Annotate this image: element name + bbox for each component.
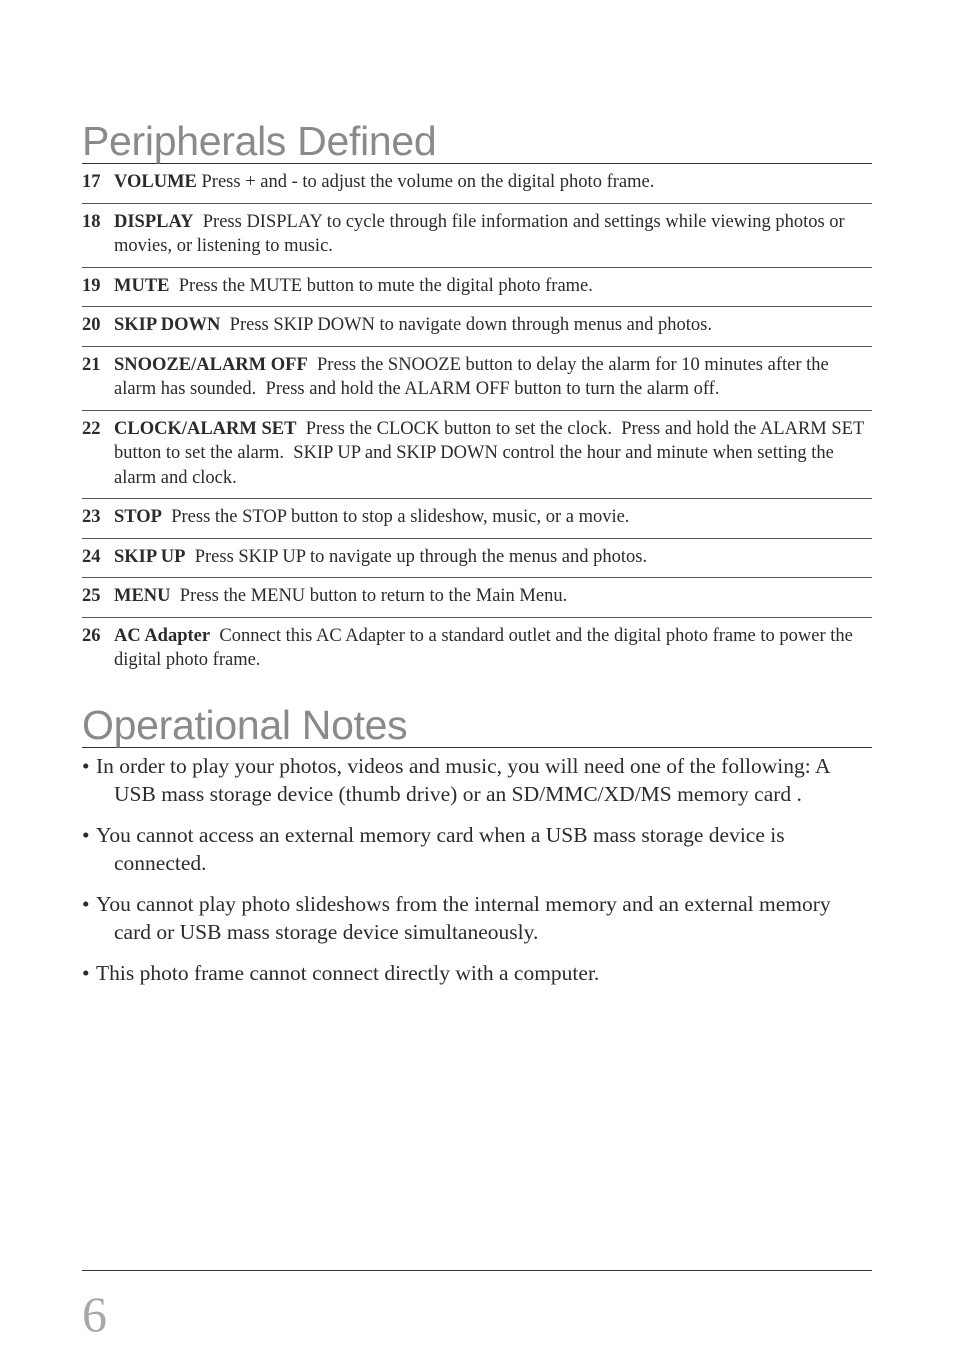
item-name: STOP — [114, 507, 162, 527]
peripheral-item-stop — [82, 499, 872, 539]
item-name: SKIP DOWN — [114, 315, 221, 335]
note-text: You cannot access an external memory card when a USB mass storage device is connected. — [96, 822, 785, 875]
item-number: 23 — [82, 507, 101, 527]
item-name: SNOOZE/ALARM OFF — [114, 354, 308, 375]
item-description: Press the STOP button to stop a slideshow, music, or a movie. — [161, 507, 630, 527]
item-number: 21 — [82, 354, 101, 375]
item-name: SKIP UP — [114, 546, 186, 567]
item-name: CLOCK/ALARM SET — [114, 418, 297, 439]
peripheral-item-ac-adapter — [82, 618, 872, 681]
item-number: 17 — [82, 172, 101, 192]
section-title-peripherals: Peripherals Defined — [82, 119, 872, 164]
bullet-icon: • — [82, 822, 90, 847]
note-item — [82, 890, 872, 946]
peripheral-item-display — [82, 204, 872, 268]
peripheral-item-skip-down — [82, 307, 872, 347]
item-number: 24 — [82, 546, 101, 567]
item-description: Connect this AC Adapter to a standard outlet and the digital photo frame to power the digital photo frame. — [114, 625, 858, 670]
item-name: AC Adapter — [114, 625, 211, 646]
item-description: Press the MENU button to return to the Main Menu. — [170, 586, 568, 606]
footer-divider — [82, 1270, 872, 1271]
peripheral-item-mute — [82, 268, 872, 308]
note-item — [82, 752, 872, 808]
bullet-icon: • — [82, 891, 90, 916]
item-number: 25 — [82, 586, 101, 606]
item-name: MUTE — [114, 275, 170, 296]
item-number: 22 — [82, 418, 101, 439]
peripheral-item-menu — [82, 578, 872, 618]
item-description: Press DISPLAY to cycle through file information and settings while viewing photos or movies, or listening to music. — [114, 211, 850, 256]
item-description: Press the MUTE button to mute the digital photo frame. — [169, 275, 593, 296]
item-description: Press SKIP DOWN to navigate down through menus and photos. — [220, 315, 712, 335]
item-description: Press the SNOOZE button to delay the alarm for 10 minutes after the alarm has sounded. Press and hold the ALARM OFF button to turn the alarm off. — [114, 354, 834, 399]
note-text: This photo frame cannot connect directly with a computer. — [96, 960, 600, 985]
bullet-icon: • — [82, 960, 90, 985]
item-description: Press the CLOCK button to set the clock. Press and hold the ALARM SET button to set the alarm. SKIP UP and SKIP DOWN control the hour and minute when setting the alarm and clock. — [114, 418, 869, 488]
note-item — [82, 959, 872, 987]
bullet-icon: • — [82, 753, 90, 778]
item-number: 26 — [82, 625, 101, 646]
item-name: VOLUME — [114, 172, 197, 192]
section-title-operational-notes: Operational Notes — [82, 703, 872, 748]
item-description: Press + and - to adjust the volume on the digital photo frame. — [196, 172, 655, 192]
item-name: MENU — [114, 586, 171, 606]
note-text: You cannot play photo slideshows from the internal memory and an external memory card or USB mass storage device simultaneously. — [96, 891, 831, 944]
peripheral-item-skip-up — [82, 539, 872, 579]
item-name: DISPLAY — [114, 211, 194, 232]
peripheral-item-volume — [82, 164, 872, 204]
peripheral-item-snooze-alarm-off — [82, 347, 872, 411]
item-number: 19 — [82, 275, 101, 296]
item-number: 20 — [82, 315, 101, 335]
notes-list — [82, 752, 872, 987]
peripheral-item-clock-alarm-set — [82, 411, 872, 500]
manual-page — [82, 0, 872, 987]
peripheral-list — [82, 164, 872, 681]
item-description: Press SKIP UP to navigate up through the menus and photos. — [185, 546, 648, 567]
note-item — [82, 821, 872, 877]
item-number: 18 — [82, 211, 101, 232]
note-text: In order to play your photos, videos and music, you will need one of the following: A USB mass storage device (thumb drive) or an SD/MMC/XD/MS memory card . — [96, 753, 830, 806]
page-number: 6 — [82, 1286, 107, 1342]
